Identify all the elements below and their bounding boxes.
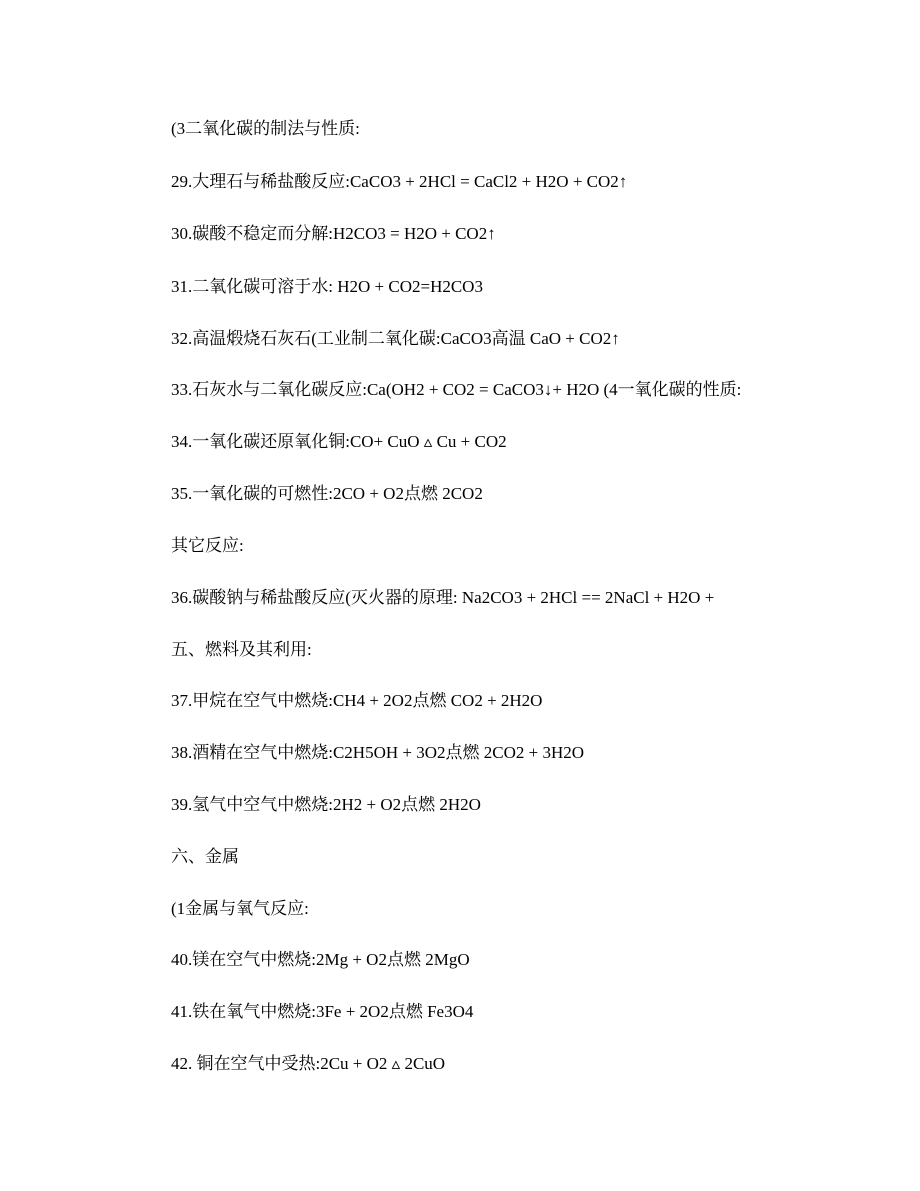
equation-line-30: 30.碳酸不稳定而分解:H2CO3 = H2O + CO2↑ bbox=[171, 224, 496, 243]
equation-line-29: 29.大理石与稀盐酸反应:CaCO3 + 2HCl = CaCl2 + H2O + CO2↑ bbox=[171, 172, 628, 191]
equation-line-34: 34.一氧化碳还原氧化铜:CO+ CuO ▵ Cu + CO2 bbox=[171, 432, 507, 451]
section-heading-co2-preparation: (3二氧化碳的制法与性质: bbox=[171, 119, 360, 138]
equation-line-39: 39.氢气中空气中燃烧:2H2 + O2点燃 2H2O bbox=[171, 795, 481, 814]
equation-line-33: 33.石灰水与二氧化碳反应:Ca(OH2 + CO2 = CaCO3↓+ H2O (4一氧化碳的性质: bbox=[171, 380, 742, 399]
equation-line-36: 36.碳酸钠与稀盐酸反应(灭火器的原理: Na2CO3 + 2HCl == 2NaCl + H2O + bbox=[171, 588, 715, 607]
equation-line-41: 41.铁在氧气中燃烧:3Fe + 2O2点燃 Fe3O4 bbox=[171, 1002, 474, 1021]
equation-line-42: 42. 铜在空气中受热:2Cu + O2 ▵ 2CuO bbox=[171, 1054, 446, 1073]
equation-line-37: 37.甲烷在空气中燃烧:CH4 + 2O2点燃 CO2 + 2H2O bbox=[171, 691, 543, 710]
section-heading-metals: 六、金属 bbox=[171, 847, 239, 866]
section-heading-fuels: 五、燃料及其利用: bbox=[171, 640, 312, 659]
section-heading-other-reactions: 其它反应: bbox=[171, 536, 244, 555]
equation-line-32: 32.高温煅烧石灰石(工业制二氧化碳:CaCO3高温 CaO + CO2↑ bbox=[171, 329, 620, 348]
equation-line-38: 38.酒精在空气中燃烧:C2H5OH + 3O2点燃 2CO2 + 3H2O bbox=[171, 743, 585, 762]
equation-line-35: 35.一氧化碳的可燃性:2CO + O2点燃 2CO2 bbox=[171, 484, 483, 503]
equation-line-40: 40.镁在空气中燃烧:2Mg + O2点燃 2MgO bbox=[171, 950, 470, 969]
section-heading-metal-oxygen: (1金属与氧气反应: bbox=[171, 899, 309, 918]
equation-line-31: 31.二氧化碳可溶于水: H2O + CO2=H2CO3 bbox=[171, 277, 483, 296]
